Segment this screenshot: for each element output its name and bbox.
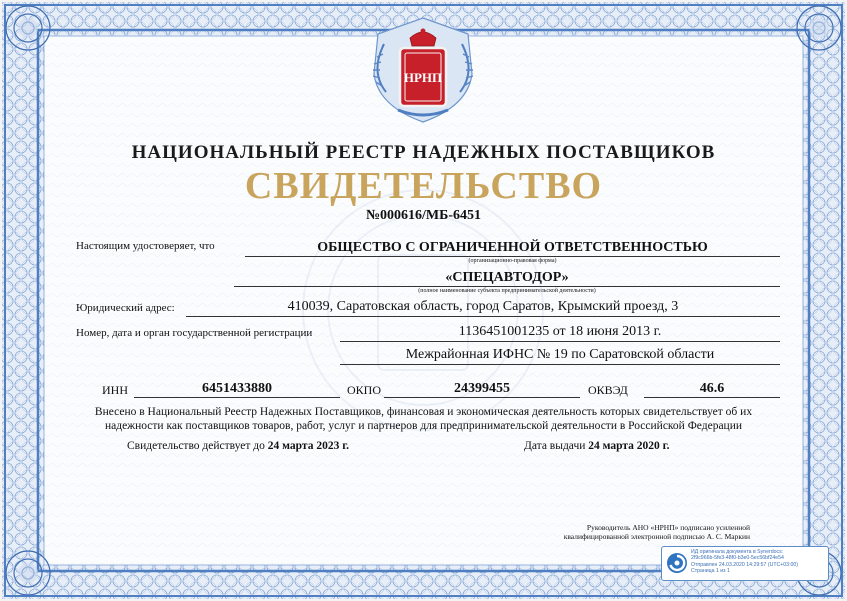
certificate-number: №000616/МБ-6451 <box>365 208 482 223</box>
stamp-line-3: Отправлен 24.03.2020 14:29:57 (UTC+03:00) <box>691 561 799 568</box>
okved-label: ОКВЭД <box>588 383 628 397</box>
inn-line <box>134 397 340 398</box>
okpo-line <box>384 397 580 398</box>
registration-number-date: 1136451001235 от 18 июня 2013 г. <box>458 324 662 339</box>
statement-line-2: надежности как поставщиков товаров, работ, услуг и партнеров для предпринимательской деятельности в Российской Федерации <box>104 420 743 432</box>
address-line <box>186 316 780 317</box>
company-name-caption: (полное наименование субъекта предпринимательской деятельности) <box>418 288 596 294</box>
certifies-label: Настоящим удостоверяет, что <box>76 240 215 252</box>
valid-until <box>127 440 349 452</box>
okpo-label: ОКПО <box>347 383 382 397</box>
stamp-line-1: ИД оригинала документа в Synerdocs: <box>691 549 784 555</box>
okved-value: 46.6 <box>699 381 725 396</box>
issued-label: Дата выдачи <box>524 440 586 452</box>
registration-label: Номер, дата и орган государственной регистрации <box>76 327 313 339</box>
signature-line-1: Руководитель АНО «НРНП» подписано усиленной <box>586 523 750 532</box>
okpo-value: 24399455 <box>454 381 510 396</box>
address-label: Юридический адрес: <box>76 302 175 314</box>
inn-label: ИНН <box>102 383 128 397</box>
registration-authority: Межрайонная ИФНС № 19 по Саратовской области <box>405 347 715 362</box>
registry-title: НАЦИОНАЛЬНЫЙ РЕЕСТР НАДЕЖНЫХ ПОСТАВЩИКОВ <box>131 142 716 163</box>
legal-form-value: ОБЩЕСТВО С ОГРАНИЧЕННОЙ ОТВЕТСТВЕННОСТЬЮ <box>317 240 708 255</box>
issued-date: 24 марта 2020 г. <box>588 440 670 452</box>
document-stamp <box>661 546 829 581</box>
address-value: 410039, Саратовская область, город Саратов, Крымский проезд, 3 <box>287 299 679 314</box>
synerdocs-logo-icon <box>666 552 688 574</box>
stamp-line-4: Страница 1 из 1 <box>691 567 730 574</box>
statement-line-1: Внесено в Национальный Реестр Надежных Поставщиков, финансовая и экономическая деятельность которых свидетельствует об их <box>94 406 753 418</box>
inn-value: 6451433880 <box>202 381 272 396</box>
document-title: СВИДЕТЕЛЬСТВО <box>244 165 603 207</box>
stamp-line-2: 2f9c966b-5fe3-48f0-b3e0-5ec56bf24e54 <box>691 555 784 562</box>
company-name: «СПЕЦАВТОДОР» <box>445 270 569 285</box>
stamp-text <box>691 549 798 574</box>
okved-line <box>644 397 780 398</box>
registration-line-2 <box>340 364 780 365</box>
signature-line-2: квалифицированной электронной подписью А. С. Маркин <box>563 532 750 541</box>
legal-form-line <box>245 256 780 257</box>
emblem-text: НРНП <box>403 70 443 85</box>
registration-line-1 <box>340 341 780 342</box>
nrnp-emblem <box>368 14 478 126</box>
legal-form-caption: (организационно-правовая форма) <box>468 258 557 264</box>
valid-label: Свидетельство действует до <box>127 440 265 452</box>
company-name-line <box>234 286 780 287</box>
issue-date <box>524 440 669 452</box>
signature-block <box>500 523 750 541</box>
valid-date: 24 марта 2023 г. <box>267 440 350 452</box>
